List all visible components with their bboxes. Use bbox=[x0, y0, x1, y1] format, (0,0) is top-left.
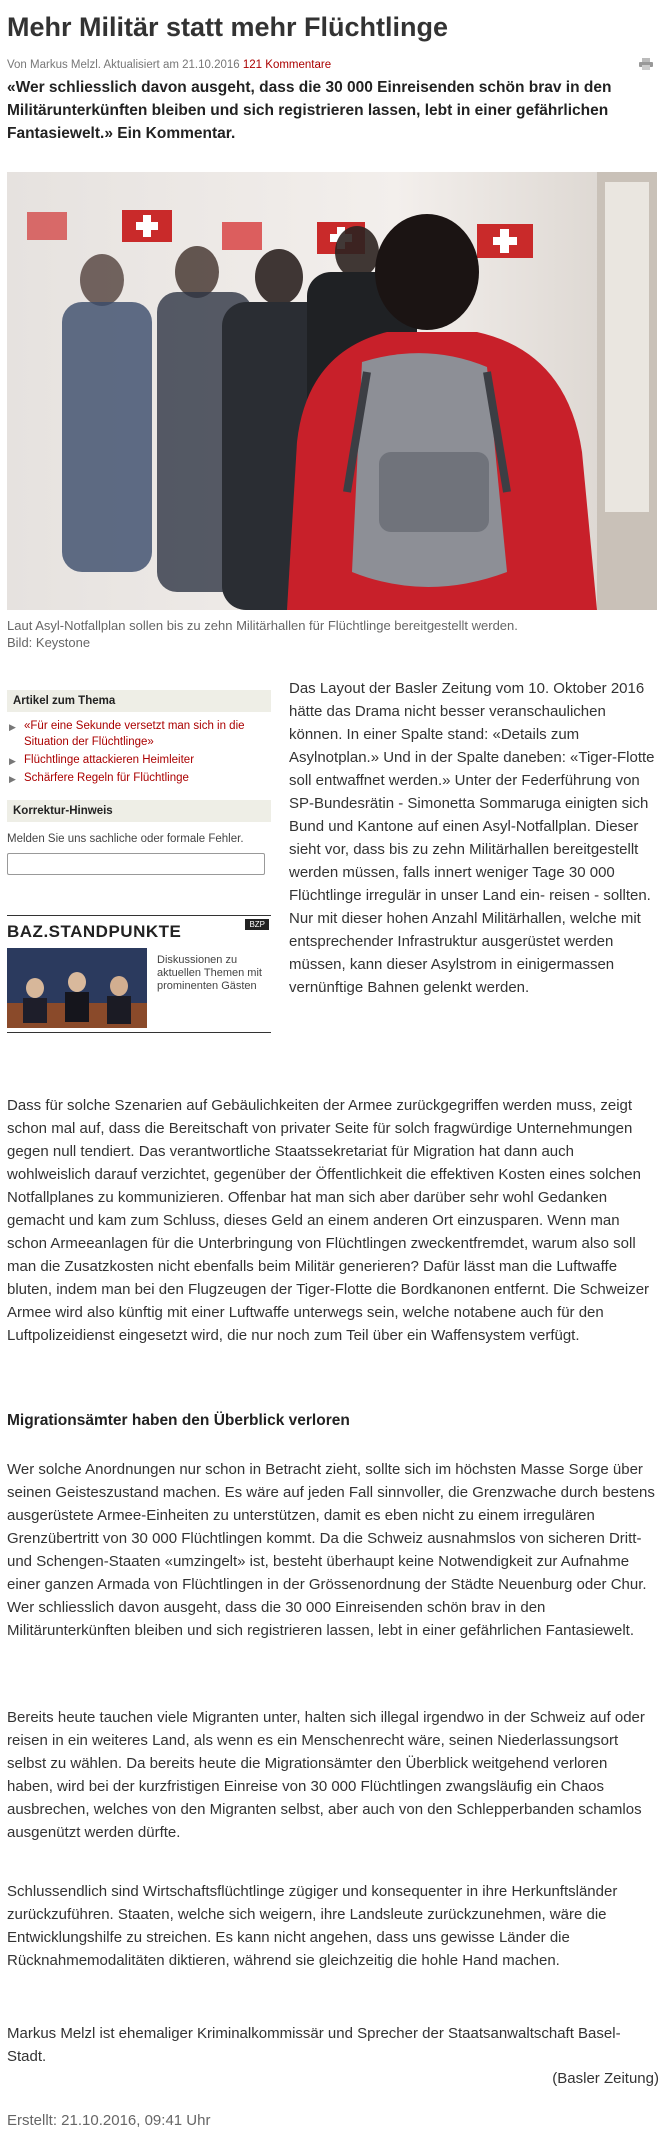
sidebar bbox=[7, 690, 271, 1033]
related-item[interactable] bbox=[7, 752, 271, 768]
comments-link[interactable]: 121 Kommentare bbox=[242, 59, 332, 71]
caption-credit: Bild: Keystone bbox=[7, 635, 91, 650]
article-paragraph: Das Layout der Basler Zeitung vom 10. Oktober 2016 hätte das Drama nicht besser veranschaulichen können. In einer Spalte stand: «Details zum Asylnotplan.» Und in der Spalte daneben: «Tiger-Flotte soll entwaffnet werden.» Unter der Federführung von SP-Bundesrätin - Simonetta Sommaruga einigten sich Bund und Kantone auf einen Asyl-Notfallplan. Dieser sieht vor, dass bis zu zehn Militärhallen bereitgestellt werden müssen, falls innert weniger Tage 30 000 Flüchtlinge irregulär in unser Land ein- reisen - sollten. Nur mit dieser hohen Anzahl Militärhallen, welche mit entsprechender Infrastruktur ausgerüstet werden müssen, kann dieser Asylstrom in einigermassen vernünftige Bahnen gelenkt werden. bbox=[289, 680, 655, 996]
triangle-right-icon: ▶ bbox=[9, 722, 16, 732]
standpunkte-logo: BZP bbox=[245, 919, 269, 930]
related-link[interactable]: Flüchtlinge attackieren Heimleiter bbox=[24, 754, 195, 766]
article-paragraph: Bereits heute tauchen viele Migranten unter, halten sich illegal irgendwo in der Schweiz auf oder reisen in ein weiteres Land, als wenn es ein Menschenrecht wäre, seinen Niederlassungsort selbst zu wählen. Da bereits heute die Migrationsämter den Überblick weitgehend verloren haben, wird bei der kurzfristigen Einreise von 30 000 Flüchtlingen zwangsläufig ein Chaos ausbrechen, welches von den Migranten selbst, aber auch von den Schlepperbanden schamlos ausgenützt werden dürfte. bbox=[7, 1709, 645, 1841]
triangle-right-icon: ▶ bbox=[9, 756, 16, 766]
refugees-photo bbox=[7, 172, 657, 610]
correction-heading: Korrektur-Hinweis bbox=[7, 800, 271, 822]
correction-input[interactable] bbox=[7, 853, 265, 875]
article-subheading: Migrationsämter haben den Überblick verloren bbox=[7, 1412, 350, 1429]
image-caption bbox=[7, 617, 657, 651]
standpunkte-title: BAZ.STANDPUNKTE bbox=[7, 922, 182, 941]
article-lead: «Wer schliesslich davon ausgeht, dass die 30 000 Einreisenden schön brav in den Militärunterkünften bleiben und sich registrieren lassen, lebt in einer gefährlichen Fantasiewelt.» Ein Kommentar. bbox=[7, 79, 612, 142]
article-title: Mehr Militär statt mehr Flüchtlinge bbox=[7, 12, 449, 42]
triangle-right-icon: ▶ bbox=[9, 774, 16, 784]
article-paragraph: Dass für solche Szenarien auf Gebäulichkeiten der Armee zurückgegriffen werden muss, zeigt schon mal auf, dass die Bereitschaft von privater Seite für solch fragwürdige Unternehmungen gegen null tendiert. Das verantwortliche Staatssekretariat für Migration hat dann auch wohlweislich darauf verzichtet, gegenüber der Öffentlichkeit die effektiven Kosten eines solchen Notfallplanes zu kommunizieren. Offenbar hat man sich aber darüber sehr wohl Gedanken gemacht und kam zum Schluss, dieses Geld an einem anderen Ort einzusparen. Wenn man schon Armeeanlagen für die Unterbringung von Flüchtlingen zweckentfremdet, warum also soll man die Zusatzkosten nicht ebenfalls beim Militär generieren? Dafür lässt man die Luftwaffe bluten, indem man bei den Flugzeugen der Tiger-Flotte die Bordkanonen entfernt. Die Schweizer Armee wird also künftig mit einer Luftwaffe unterwegs sein, welche notabene auch für den Luftpolizeidienst eingesetzt wird, die nur noch zum Teil über ein Waffensystem verfügt. bbox=[7, 1097, 650, 1344]
article-source: (Basler Zeitung) bbox=[552, 2070, 659, 2087]
printer-icon[interactable] bbox=[639, 58, 653, 70]
standpunkte-thumbnail[interactable] bbox=[7, 948, 147, 1028]
studio-photo bbox=[7, 948, 147, 1028]
caption-text: Laut Asyl-Notfallplan sollen bis zu zehn Militärhallen für Flüchtlinge bereitgestellt werden. bbox=[7, 618, 518, 633]
related-item[interactable] bbox=[7, 718, 271, 750]
article-paragraph: Wer solche Anordnungen nur schon in Betracht zieht, sollte sich im höchsten Masse Sorge über seinen Geisteszustand machen. Es wäre auf jeden Fall sinnvoller, die Grenzwache durch bestens ausgerüstete Armee-Einheiten zu unterstützen, damit es eben nicht zu einem irregulären Grenzübertritt von 30 000 Flüchtlingen kommt. Da die Schweiz ausnahmslos von sicheren Dritt- und Schengen-Staaten «umzingelt» ist, besteht überhaupt keine Notwendigkeit zur Aufnahme einer ganzen Armada von Flüchtlingen in der Grössenordnung der Städte Neuenburg oder Chur. Wer schliesslich davon ausgeht, dass die 30 000 Einreisenden schön brav in den Militärunterkünften bleiben und sich registrieren lassen, lebt in einer gefährlichen Fantasiewelt. bbox=[7, 1461, 655, 1639]
related-list bbox=[7, 718, 271, 786]
article-hero-image[interactable] bbox=[7, 172, 657, 610]
article-paragraph: Markus Melzl ist ehemaliger Kriminalkommissär und Sprecher der Staatsanwaltschaft Basel-Stadt. bbox=[7, 2025, 621, 2065]
standpunkte-text: Diskussionen zu aktuellen Themen mit prominenten Gästen bbox=[157, 954, 262, 992]
related-item[interactable] bbox=[7, 770, 271, 786]
byline: Von Markus Melzl. Aktualisiert am 21.10.2016 bbox=[7, 59, 240, 71]
article-paragraph: Schlussendlich sind Wirtschaftsflüchtlinge zügiger und konsequenter in ihre Herkunftsländer zurückzuführen. Staaten, welche sich weigern, ihre Landsleute zurückzunehmen, wäre die Entwicklungshilfe zu streichen. Es kann nicht angehen, dass uns gewisse Länder die Rücknahmemodalitäten diktieren, während sie gleichzeitig die hohle Hand machen. bbox=[7, 1883, 618, 1969]
related-link[interactable]: «Für eine Sekunde versetzt man sich in die Situation der Flüchtlinge» bbox=[24, 720, 245, 748]
standpunkte-box[interactable] bbox=[7, 915, 271, 1033]
correction-text: Melden Sie uns sachliche oder formale Fehler. bbox=[7, 833, 244, 845]
related-heading: Artikel zum Thema bbox=[7, 690, 271, 712]
created-timestamp: Erstellt: 21.10.2016, 09:41 Uhr bbox=[7, 2112, 211, 2129]
related-link[interactable]: Schärfere Regeln für Flüchtlinge bbox=[24, 772, 189, 784]
article-meta bbox=[7, 58, 331, 72]
